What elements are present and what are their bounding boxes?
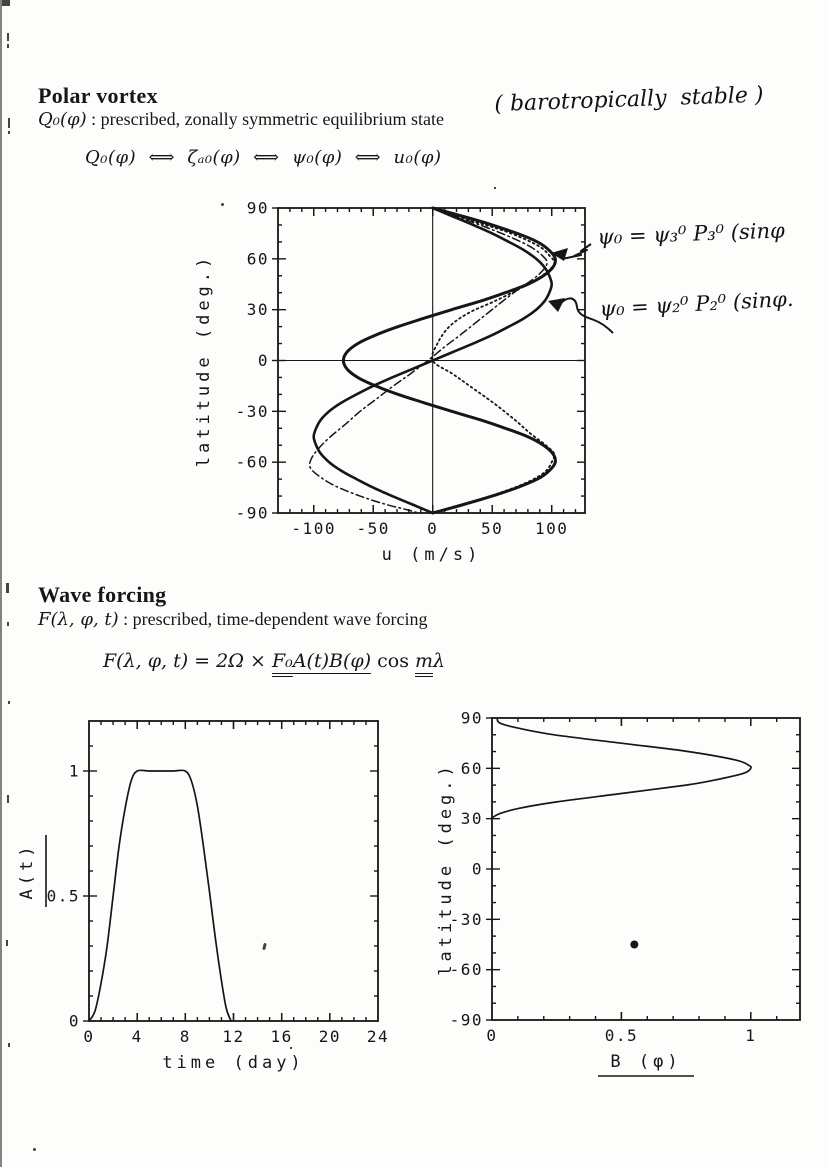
svg-text:-30: -30 [235,401,269,421]
svg-text:20: 20 [318,1027,341,1046]
scan-speck [7,33,9,41]
polar-vortex-description-text: : prescribed, zonally symmetric equilibrium state [86,109,445,129]
svg-text:8: 8 [179,1027,191,1046]
formula-bphi-term: B(φ) [329,650,372,672]
svg-text:-60: -60 [235,452,269,472]
svg-text:-30: -30 [449,909,483,929]
formula-f0-term: F₀ [272,650,293,677]
svg-text:0: 0 [68,1011,80,1031]
svg-text:16: 16 [270,1027,293,1046]
formula-m-term: m [415,650,433,677]
svg-text:-60: -60 [449,960,483,980]
equivalence-chain-formula: Q₀(φ) ⟺ ζₐ₀(φ) ⟺ ψ₀(φ) ⟺ u₀(φ) [85,147,442,168]
svg-text:A(t): A(t) [17,842,37,900]
scan-edge-line [0,0,2,1167]
svg-text:0: 0 [471,859,483,879]
svg-text:u (m/s): u (m/s) [381,545,482,565]
scan-speck [494,187,496,189]
wave-forcing-description [38,609,428,630]
f-symbol: F(λ, φ, t) [38,609,119,630]
scan-speck [8,118,10,128]
svg-text:30: 30 [246,300,269,320]
forcing-latitude-structure-chart [428,698,828,1078]
svg-text:time (day): time (day) [162,1053,305,1073]
svg-text:4: 4 [131,1027,143,1046]
svg-text:30: 30 [460,809,483,829]
section-title-wave-forcing: Wave forcing [38,582,167,607]
svg-text:100: 100 [534,519,569,538]
forcing-amplitude-time-chart [8,702,433,1074]
wave-forcing-description-text: : prescribed, time-dependent wave forcing [118,609,428,629]
svg-text:90: 90 [460,708,483,728]
handwritten-annotation-psi2: ψ₀ = ψ₂⁰ P₂⁰ (sinφ. [599,286,795,321]
svg-text:-90: -90 [235,503,269,523]
svg-text:latitude (deg.): latitude (deg.) [436,762,456,976]
scan-speck [7,622,9,626]
scan-speck [8,131,10,134]
svg-text:60: 60 [460,758,483,778]
svg-text:-50: -50 [356,519,390,538]
handwritten-annotation-psi3: ψ₀ = ψ₃⁰ P₃⁰ (sinφ [597,218,786,249]
formula-lhs: F(λ, φ, t) = 2Ω × [103,650,272,672]
svg-text:-90: -90 [449,1010,483,1030]
formula-at-term: A(t) [292,650,329,672]
scan-speck [6,583,9,593]
polar-vortex-description [38,109,444,130]
svg-text:0: 0 [486,1026,498,1045]
svg-text:0: 0 [83,1027,95,1046]
scan-speck [2,0,10,6]
svg-text:-100: -100 [291,519,336,538]
q0-symbol: Q₀(φ) [38,109,87,130]
scan-speck [7,44,9,48]
svg-text:0: 0 [257,351,269,370]
svg-text:1: 1 [68,761,80,781]
wave-forcing-formula [103,650,445,672]
formula-lambda: λ [433,650,446,672]
section-title-polar-vortex: Polar vortex [38,83,158,108]
svg-text:60: 60 [246,249,269,269]
svg-text:90: 90 [246,198,269,218]
handwritten-note-barotropically-stable: ( barotropically stable ) [494,82,764,117]
svg-text:0: 0 [427,519,439,538]
svg-text:B (φ): B (φ) [610,1052,682,1072]
svg-text:12: 12 [222,1027,245,1046]
formula-cos: cos [371,650,416,672]
scan-speck [33,1148,36,1151]
svg-text:50: 50 [481,519,504,538]
svg-text:latitude (deg.): latitude (deg.) [194,253,214,468]
svg-text:0.5: 0.5 [604,1026,639,1045]
u0-latitude-profile-chart [192,200,592,568]
svg-text:1: 1 [745,1026,757,1045]
svg-text:24: 24 [366,1027,390,1046]
svg-text:0.5: 0.5 [46,886,80,906]
